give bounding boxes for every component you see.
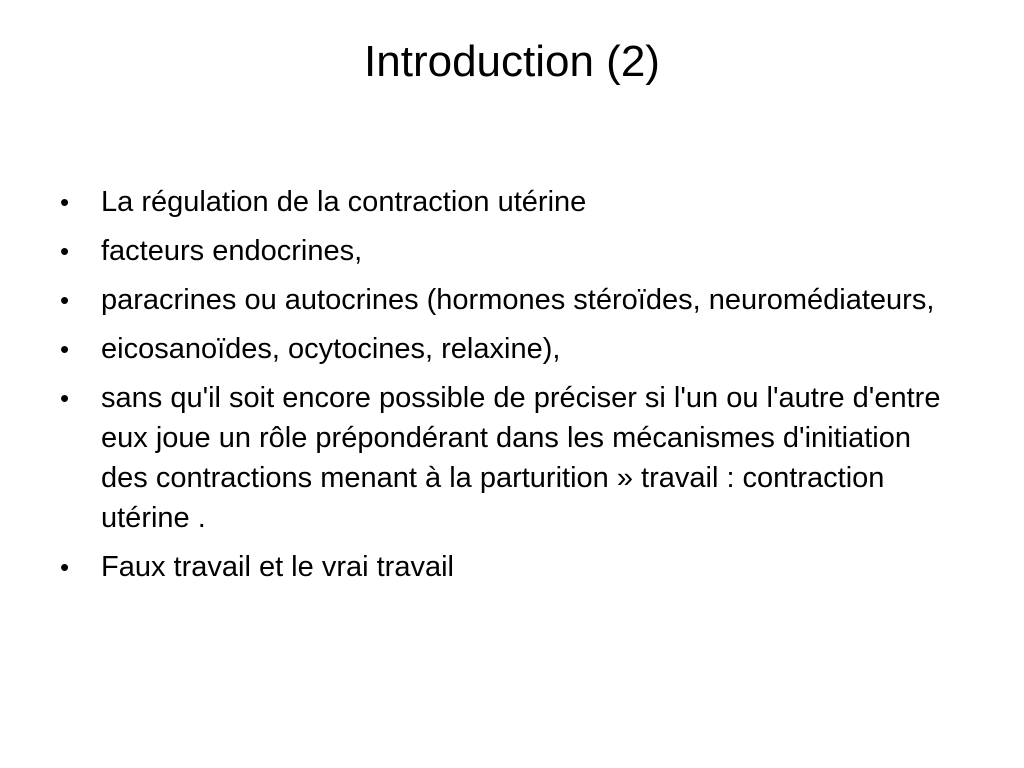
list-item-text: La régulation de la contraction utérine (101, 186, 587, 218)
list-item (60, 329, 960, 369)
list-item (60, 231, 960, 271)
list-item (60, 547, 960, 587)
list-item (60, 280, 960, 320)
list-item (60, 378, 960, 538)
bullet-icon: • (60, 334, 70, 364)
list-item-text: Faux travail et le vrai travail (101, 551, 454, 583)
bullet-icon: • (60, 552, 70, 582)
list-item-text: paracrines ou autocrines (hormones stéroïdes, neuromédiateurs, (101, 284, 935, 316)
list-item-text: eicosanoïdes, ocytocines, relaxine), (101, 333, 561, 365)
bullet-icon: • (60, 383, 70, 413)
bullet-list (60, 182, 960, 596)
bullet-icon: • (60, 285, 70, 315)
bullet-icon: • (60, 187, 70, 217)
bullet-icon: • (60, 236, 70, 266)
list-item-text: facteurs endocrines, (101, 235, 363, 267)
slide-title: Introduction (2) (364, 37, 660, 86)
list-item-text: sans qu'il soit encore possible de préciser si l'un ou l'autre d'entre eux joue un rôle prépondérant dans les mécanismes d'initiation des contractions menant à la parturition » travail : contraction utérine . (101, 382, 941, 534)
list-item (60, 182, 960, 222)
